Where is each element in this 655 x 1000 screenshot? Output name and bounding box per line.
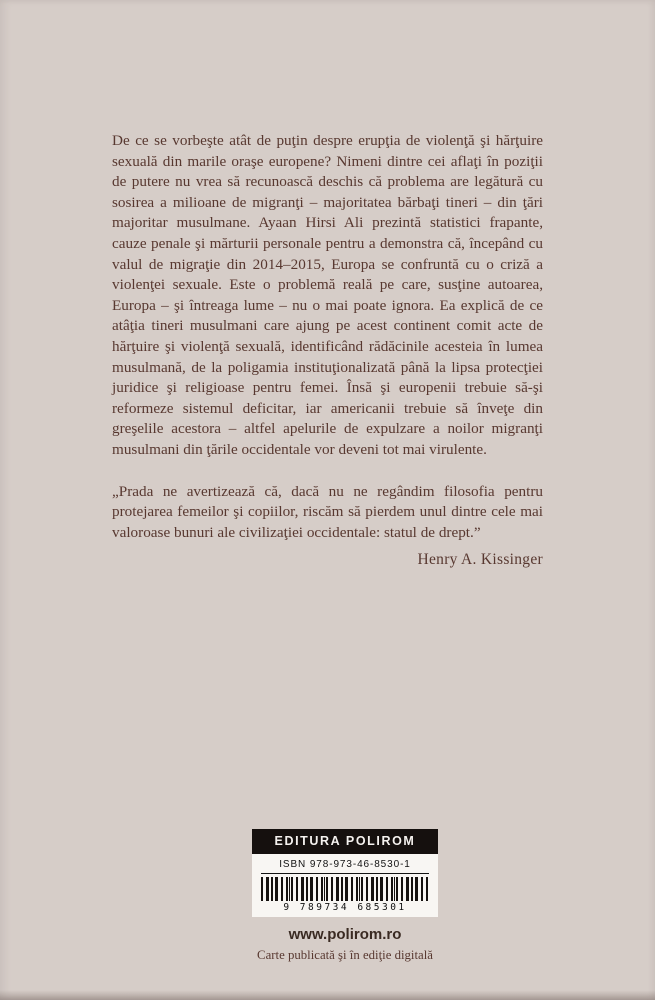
page-bottom-shadow	[0, 990, 655, 1000]
quote-attribution: Henry A. Kissinger	[417, 551, 543, 569]
publisher-block	[252, 829, 438, 963]
isbn-barcode-box	[252, 854, 438, 917]
review-quote: „Prada ne avertizează că, dacă nu ne regândim filosofia pentru protejarea femeilor şi copiilor, riscăm să pierdem unul dintre cele mai valoroase bunuri ale civilizaţiei occidentale: statul de drept.”	[112, 482, 543, 541]
digital-edition-note: Carte publicată şi în ediţie digitală	[257, 948, 433, 962]
publisher-banner: EDITURA POLIROM	[252, 829, 438, 854]
isbn-label: ISBN 978-973-46-8530-1	[261, 859, 429, 874]
blurb-paragraph: De ce se vorbeşte atât de puţin despre erupţia de violenţă şi hărţuire sexuală din marile oraşe europene? Nimeni dintre cei aflaţi în poziţii de putere nu vrea să recunoască deschis că problema are legătură cu sosirea a milioane de migranţi – majoritatea bărbaţi tineri – din ţări majoritar musulmane. Ayaan Hirsi Ali prezintă statistici frapante, cauze penale şi mărturii personale pentru a demonstra că, începând cu valul de migraţie din 2014–2015, Europa se confruntă cu o criză a violenţei sexuale. Este o problemă reală pe care, susţine autoarea, Europa – şi întreaga lume – nu o mai poate ignora. Ea explică de ce atâţia tineri musulmani care ajung pe acest continent comit acte de hărţuire şi violenţă sexuală, identificând rădăcinile acesteia în lumea musulmană, de la poligamia instituţionalizată până la lipsa protecţiei juridice şi religioase pentru femei. Însă şi europenii trebuie să-şi reformeze sistemul deficitar, iar americanii trebuie să înveţe din greşelile acestora – altfel apelurile de expulzare a noilor migranţi musulmani din ţările occidentale vor deveni tot mai virulente.	[112, 132, 543, 458]
barcode	[261, 877, 429, 901]
publisher-website: www.polirom.ro	[288, 926, 402, 943]
barcode-digits: 9 789734 685301	[283, 902, 407, 913]
blurb-block	[112, 131, 543, 571]
